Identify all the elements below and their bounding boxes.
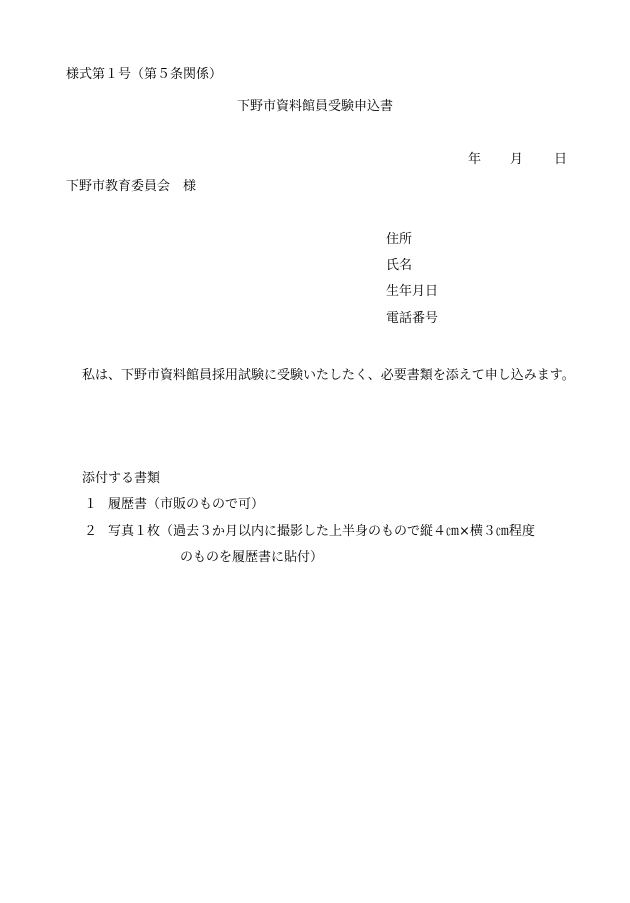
date-month-label: 月 (510, 152, 524, 167)
item-number: １ (84, 497, 98, 512)
item-text-continuation: のものを履歴書に貼付） (180, 550, 324, 565)
item-text: 履歴書（市販のもので可） (108, 497, 265, 512)
application-statement: 私は、下野市資料館員採用試験に受験いたしたく、必要書類を添えて申し込みます。 (82, 368, 575, 383)
phone-label: 電話番号 (386, 311, 439, 326)
attachments-heading: 添付する書類 (82, 471, 161, 486)
form-number: 様式第１号（第５条関係） (66, 67, 223, 82)
addressee: 下野市教育委員会 様 (66, 179, 197, 194)
birthdate-label: 生年月日 (386, 284, 439, 299)
date-day-label: 日 (554, 152, 568, 167)
date-line (468, 151, 568, 169)
item-number: ２ (84, 524, 98, 539)
name-label: 氏名 (386, 258, 413, 273)
item-text: 写真１枚（過去３か月以内に撮影した上半身のもので縦４㎝×横３㎝程度 (108, 524, 535, 539)
document-title: 下野市資料館員受験申込書 (237, 99, 394, 114)
address-label: 住所 (386, 232, 413, 247)
date-year-label: 年 (468, 152, 482, 167)
